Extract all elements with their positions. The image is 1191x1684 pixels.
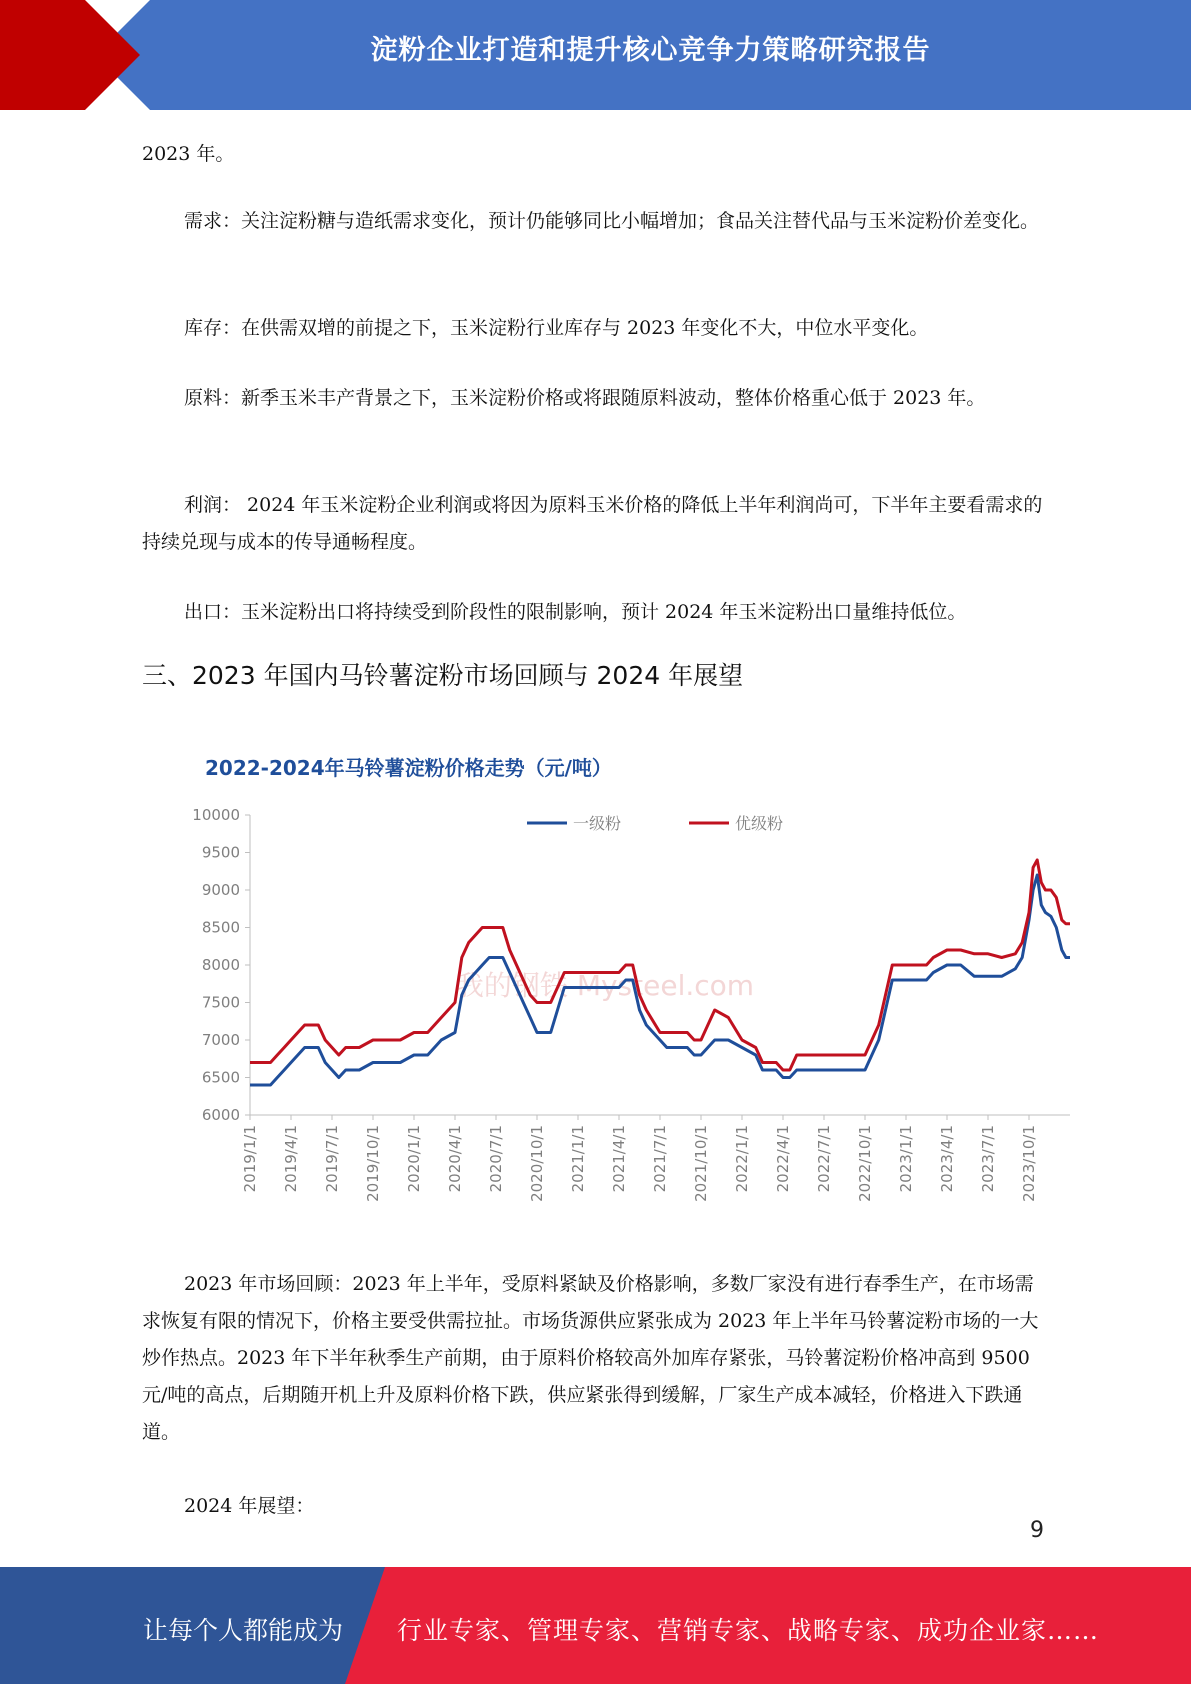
x-tick-label: 2020/4/1 [446, 1125, 464, 1193]
x-tick-label: 2023/1/1 [897, 1125, 915, 1193]
footer-slogan-left: 让每个人都能成为 [143, 1616, 344, 1645]
price-trend-chart [185, 745, 1085, 1219]
x-tick-label: 2022/10/1 [856, 1125, 874, 1202]
page-footer [0, 1567, 1191, 1684]
paragraph-profit: 利润： 2024 年玉米淀粉企业利润或将因为原料玉米价格的降低上半年利润尚可，下半年主要看需求的持续兑现与成本的传导通畅程度。 [142, 494, 1043, 553]
x-tick-label: 2022/4/1 [774, 1125, 792, 1193]
chart-watermark: 我的钢铁 Mysteel.com [455, 969, 755, 1002]
paragraph-market-review: 2023 年市场回顾：2023 年上半年，受原料紧缺及价格影响，多数厂家没有进行春季生产，在市场需求恢复有限的情况下，价格主要受供需拉扯。市场货源供应紧张成为 2023 年上半年马铃薯淀粉市场的一大炒作热点。2023 年下半年秋季生产前期，由于原料价格较高外加库存紧张，马铃薯淀粉价格冲高到 9500 元/吨的高点，后期随开机上升及原料价格下跌，供应紧张得到缓解，厂家生产成本减轻，价格进入下跌通道。 [142, 1273, 1039, 1443]
x-tick-label: 2020/7/1 [487, 1125, 505, 1193]
y-tick-label: 7000 [201, 1031, 240, 1049]
legend-label-1: 一级粉 [573, 814, 622, 833]
y-tick-label: 8500 [201, 918, 240, 937]
x-tick-label: 2023/7/1 [979, 1125, 997, 1193]
paragraph-inventory: 库存：在供需双增的前提之下，玉米淀粉行业库存与 2023 年变化不大，中位水平变化。 [184, 317, 929, 339]
legend-label-2: 优级粉 [735, 814, 784, 833]
x-tick-label: 2019/1/1 [241, 1125, 259, 1193]
x-tick-label: 2021/1/1 [569, 1125, 587, 1193]
page-number: 9 [1030, 1518, 1044, 1543]
chart-svg [185, 745, 1085, 1215]
page-header [0, 0, 1191, 110]
x-tick-label: 2019/4/1 [282, 1125, 300, 1193]
x-tick-label: 2020/1/1 [405, 1125, 423, 1193]
header-title: 淀粉企业打造和提升核心竞争力策略研究报告 [370, 35, 931, 66]
y-tick-label: 6000 [201, 1106, 240, 1124]
paragraph-export: 出口：玉米淀粉出口将持续受到阶段性的限制影响，预计 2024 年玉米淀粉出口量维持低位。 [184, 601, 967, 623]
x-tick-label: 2023/10/1 [1020, 1125, 1038, 1202]
x-tick-label: 2021/4/1 [610, 1125, 628, 1193]
x-tick-label: 2021/10/1 [692, 1125, 710, 1202]
x-tick-label: 2022/1/1 [733, 1125, 751, 1193]
chart-title: 2022-2024年马铃薯淀粉价格走势（元/吨） [205, 756, 612, 780]
paragraph-demand: 需求：关注淀粉糖与造纸需求变化，预计仍能够同比小幅增加；食品关注替代品与玉米淀粉价差变化。 [184, 210, 1040, 232]
y-tick-label: 10000 [192, 806, 240, 824]
paragraph-raw-material: 原料：新季玉米丰产背景之下，玉米淀粉价格或将跟随原料波动，整体价格重心低于 2023 年。 [184, 387, 986, 409]
y-tick-label: 7500 [201, 993, 240, 1012]
y-tick-label: 9000 [201, 881, 240, 899]
y-tick-label: 6500 [201, 1068, 240, 1087]
paragraph-outlook: 2024 年展望： [184, 1495, 315, 1517]
paragraph-continuation: 2023 年。 [142, 143, 235, 165]
y-tick-label: 8000 [201, 956, 240, 974]
x-tick-label: 2019/10/1 [364, 1125, 382, 1202]
x-tick-label: 2022/7/1 [815, 1125, 833, 1193]
x-tick-label: 2019/7/1 [323, 1125, 341, 1193]
x-tick-label: 2021/7/1 [651, 1125, 669, 1193]
x-tick-label: 2023/4/1 [938, 1125, 956, 1193]
section-heading: 三、2023 年国内马铃薯淀粉市场回顾与 2024 年展望 [142, 661, 744, 690]
y-tick-label: 9500 [201, 843, 240, 862]
x-tick-label: 2020/10/1 [528, 1125, 546, 1202]
footer-slogan-right: 行业专家、管理专家、营销专家、战略专家、成功企业家…… [397, 1616, 1100, 1645]
